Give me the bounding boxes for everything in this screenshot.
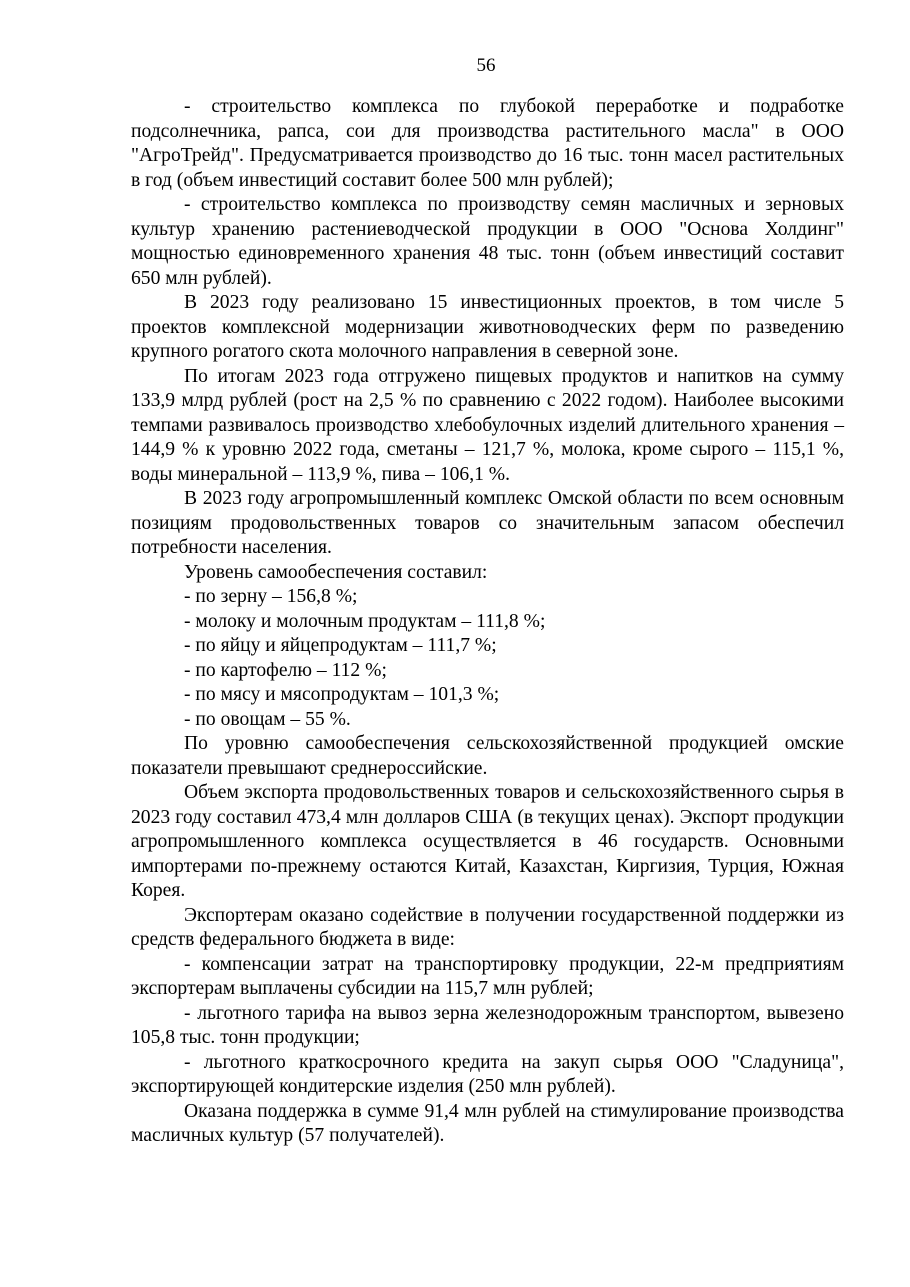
page-number: 56 [476,55,496,76]
paragraph-bullet: - строительство комплекса по производству семян масличных и зерновых культур хранению растениеводческой продукции в ООО "Основа Холдинг" мощностью единовременного хранения 48 тыс. тонн (объем инвестиций составит 650 млн рублей). [131,194,844,289]
paragraph: В 2023 году реализовано 15 инвестиционных проектов, в том числе 5 проектов комплексной модернизации животноводческих ферм по разведению крупного рогатого скота молочного направления в северной зоне. [131,292,844,362]
list-item: - по мясу и мясопродуктам – 101,3 %; [184,684,500,705]
paragraph: Объем экспорта продовольственных товаров и сельскохозяйственного сырья в 2023 году составил 473,4 млн долларов США (в текущих ценах). Экспорт продукции агропромышленного комплекса осуществляется в 46 государств. Основными импортерами по-прежнему остаются Китай, Казахстан, Киргизия, Турция, Южная Корея. [131,782,844,901]
paragraph: По итогам 2023 года отгружено пищевых продуктов и напитков на сумму 133,9 млрд рублей (рост на 2,5 % по сравнению с 2022 годом). Наиболее высокими темпами развивалось производство хлебобулочных изделий длительного хранения – 144,9 % к уровню 2022 года, сметаны – 121,7 %, молока, кроме сырого – 115,1 %, воды минеральной – 113,9 %, пива – 106,1 %. [131,365,844,485]
paragraph: Оказана поддержка в сумме 91,4 млн рублей на стимулирование производства масличных культур (57 получателей). [131,1100,844,1146]
paragraph: Экспортерам оказано содействие в получении государственной поддержки из средств федерального бюджета в виде: [131,904,844,950]
paragraph-bullet: - строительство комплекса по глубокой переработке и подработке подсолнечника, рапса, сои для производства растительного масла" в ООО "АгроТрейд". Предусматривается производство до 16 тыс. тонн масел растительных в год (объем инвестиций составит более 500 млн рублей); [131,96,844,191]
list-item: - по овощам – 55 %. [184,708,351,730]
body-text [131,95,844,1149]
paragraph-list-intro: Уровень самообеспечения составил: [184,561,488,583]
paragraph-bullet: - льготного тарифа на вывоз зерна железнодорожным транспортом, вывезено 105,8 тыс. тонн продукции; [131,1002,844,1048]
paragraph: По уровню самообеспечения сельскохозяйственной продукцией омские показатели превышают среднероссийские. [131,733,844,779]
paragraph-bullet: - компенсации затрат на транспортировку продукции, 22-м предприятиям экспортерам выплачены субсидии на 115,7 млн рублей; [131,953,844,999]
paragraph-bullet: - льготного краткосрочного кредита на закуп сырья ООО "Сладуница", экспортирующей кондитерские изделия (250 млн рублей). [131,1051,844,1097]
list-item: - молоку и молочным продуктам – 111,8 %; [184,610,546,632]
paragraph: В 2023 году агропромышленный комплекс Омской области по всем основным позициям продовольственных товаров со значительным запасом обеспечил потребности населения. [131,488,844,558]
list-item: - по картофелю – 112 %; [184,659,387,681]
list-item: - по яйцу и яйцепродуктам – 111,7 %; [184,635,497,656]
list-item: - по зерну – 156,8 %; [184,586,358,607]
